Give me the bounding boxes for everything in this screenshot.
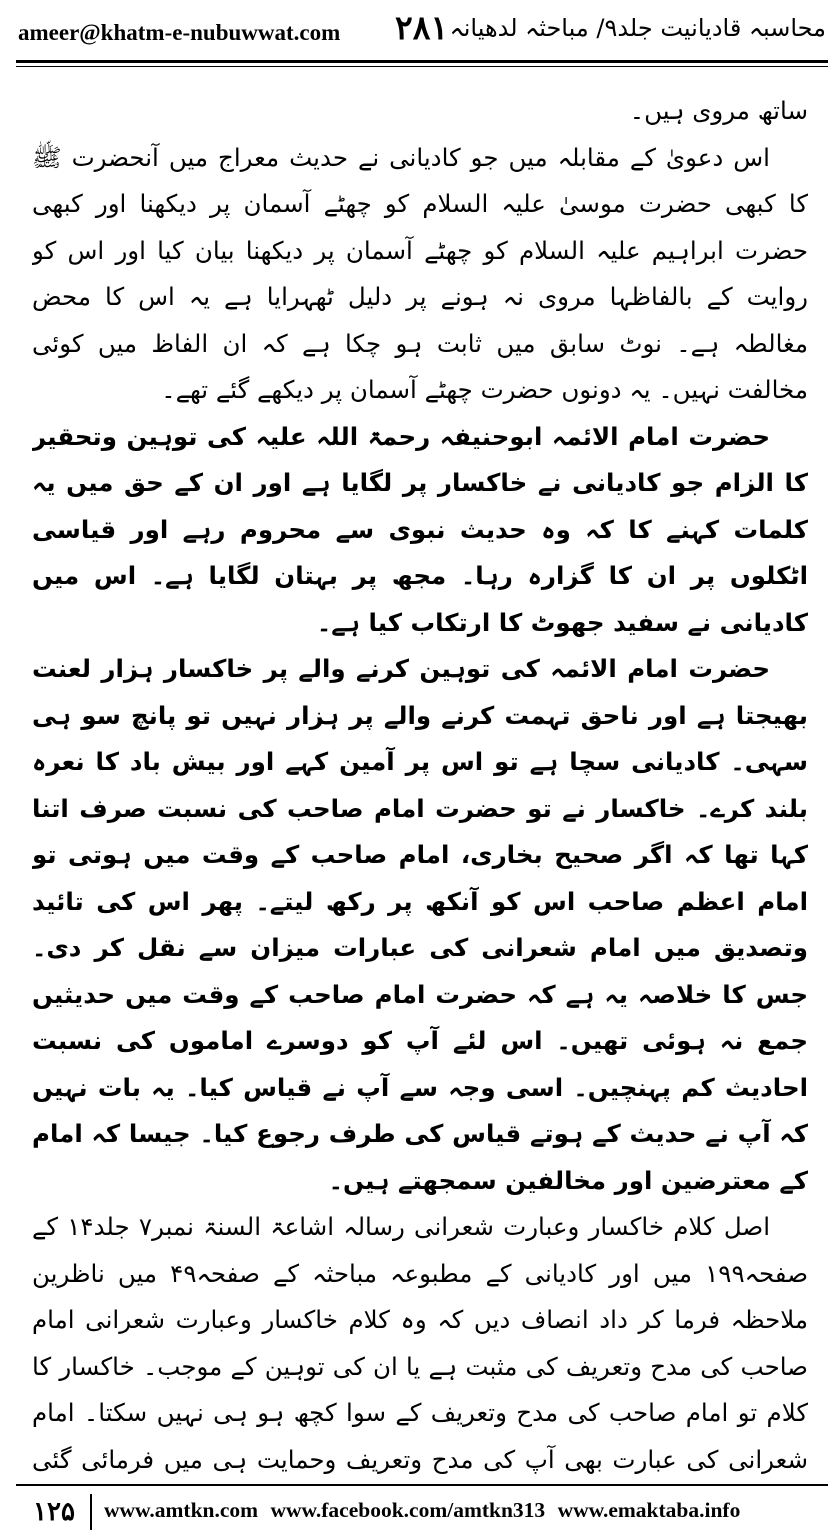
- header-rule: [16, 60, 828, 63]
- page-number: ۲۸۱: [395, 8, 449, 47]
- footer-link-facebook[interactable]: www.facebook.com/amtkn313: [270, 1498, 546, 1522]
- footer-rule: [16, 1484, 828, 1486]
- paragraph-4: حضرت امام الائمہ کی توہین کرنے والے پر خاکسار ہزار لعنت بھیجتا ہے اور ناحق تہمت کرنے والے پر ہزار نہیں تو پانچ سو ہی سہی۔ کادیانی سچا ہے تو اس پر آمین کہے اور بیش باد کا نعرہ بلند کرے۔ خاکسار نے تو حضرت امام صاحب کی نسبت صرف اتنا کہا تھا کہ اگر صحیح بخاری، امام صاحب کے وقت میں ہوتی تو امام اعظم صاحب اس کو آنکھ پر رکھ لیتے۔ پھر اس کی تائید وتصدیق میں امام شعرانی کی عبارات میزان سے نقل کر دی۔ جس کا خلاصہ یہ ہے کہ حضرت امام صاحب کے وقت میں حدیثیں جمع نہ ہوئی تھیں۔ اس لئے آپ کو دوسرے اماموں کی نسبت احادیث کم پہنچیں۔ اسی وجہ سے آپ نے قیاس کیا۔ یہ بات نہیں کہ آپ نے حدیث کے ہوتے قیاس کی طرف رجوع کیا۔ جیسا کہ امام کے معترضین اور مخالفین سمجھتے ہیں۔: [32, 654, 808, 1195]
- footer-link-amtkn[interactable]: www.amtkn.com: [104, 1498, 259, 1522]
- paragraph-2: اس دعویٰ کے مقابلہ میں جو کادیانی نے حدیث معراج میں آنحضرت ﷺ کا کبھی حضرت موسیٰ علیہ السلام کو چھٹے آسمان پر دیکھنا اور کبھی حضرت ابراہیم علیہ السلام کو چھٹے آسمان پر دیکھنا بیان کیا اور اس کو روایت کے بالفاظہا مروی نہ ہونے پر دلیل ٹھہرایا ہے یہ اس کا محض مغالطہ ہے۔ نوٹ سابق میں ثابت ہو چکا ہے کہ ان الفاظ میں کوئی مخالفت نہیں۔ یہ دونوں حضرت چھٹے آسمان پر دیکھے گئے تھے۔: [32, 142, 808, 404]
- body-text: [32, 88, 808, 1476]
- book-title: محاسبہ قادیانیت جلد۹/ مباحثہ لدھیانہ: [449, 14, 826, 42]
- footer-page-label: ۱۲۵: [22, 1494, 92, 1530]
- paragraph-1: ساتھ مروی ہیں۔: [629, 96, 808, 125]
- footer-links: [104, 1498, 828, 1523]
- page-header: [0, 0, 840, 82]
- header-email[interactable]: ameer@khatm-e-nubuwwat.com: [18, 20, 341, 45]
- footer-link-emaktaba[interactable]: www.emaktaba.info: [557, 1498, 741, 1522]
- paragraph-5: اصل کلام خاکسار وعبارت شعرانی رسالہ اشاعۃ السنۃ نمبر۷ جلد۱۴ کے صفحہ۱۹۹ میں اور کادیانی کے مطبوعہ مباحثہ کے صفحہ۴۹ میں ناظرین ملاحظہ فرما کر داد انصاف دیں کہ وہ کلام خاکسار وعبارت شعرانی امام صاحب کی مدح وتعریف کی مثبت ہے یا ان کی توہین کے موجب۔ خاکسار کا کلام تو امام صاحب کی مدح وتعریف کے سوا کچھ ہو ہی نہیں سکتا۔ امام شعرانی کی عبارت بھی آپ کی مدح وتعریف وحمایت ہی میں فرمائی گئی: [32, 1212, 808, 1474]
- header-rule-thin: [16, 66, 828, 67]
- paragraph-3: حضرت امام الائمہ ابوحنیفہ رحمۃ اللہ علیہ کی توہین وتحقیر کا الزام جو کادیانی نے خاکسار پر لگایا ہے اور ان کے حق میں یہ کلمات کہنے کا کہ وہ حدیث نبوی سے محروم رہے اور قیاسی اٹکلوں پر ان کا گزارہ رہا۔ مجھ پر بہتان لگایا ہے۔ اس میں کادیانی نے سفید جھوٹ کا ارتکاب کیا ہے۔: [32, 421, 808, 637]
- page-footer: [0, 1482, 840, 1540]
